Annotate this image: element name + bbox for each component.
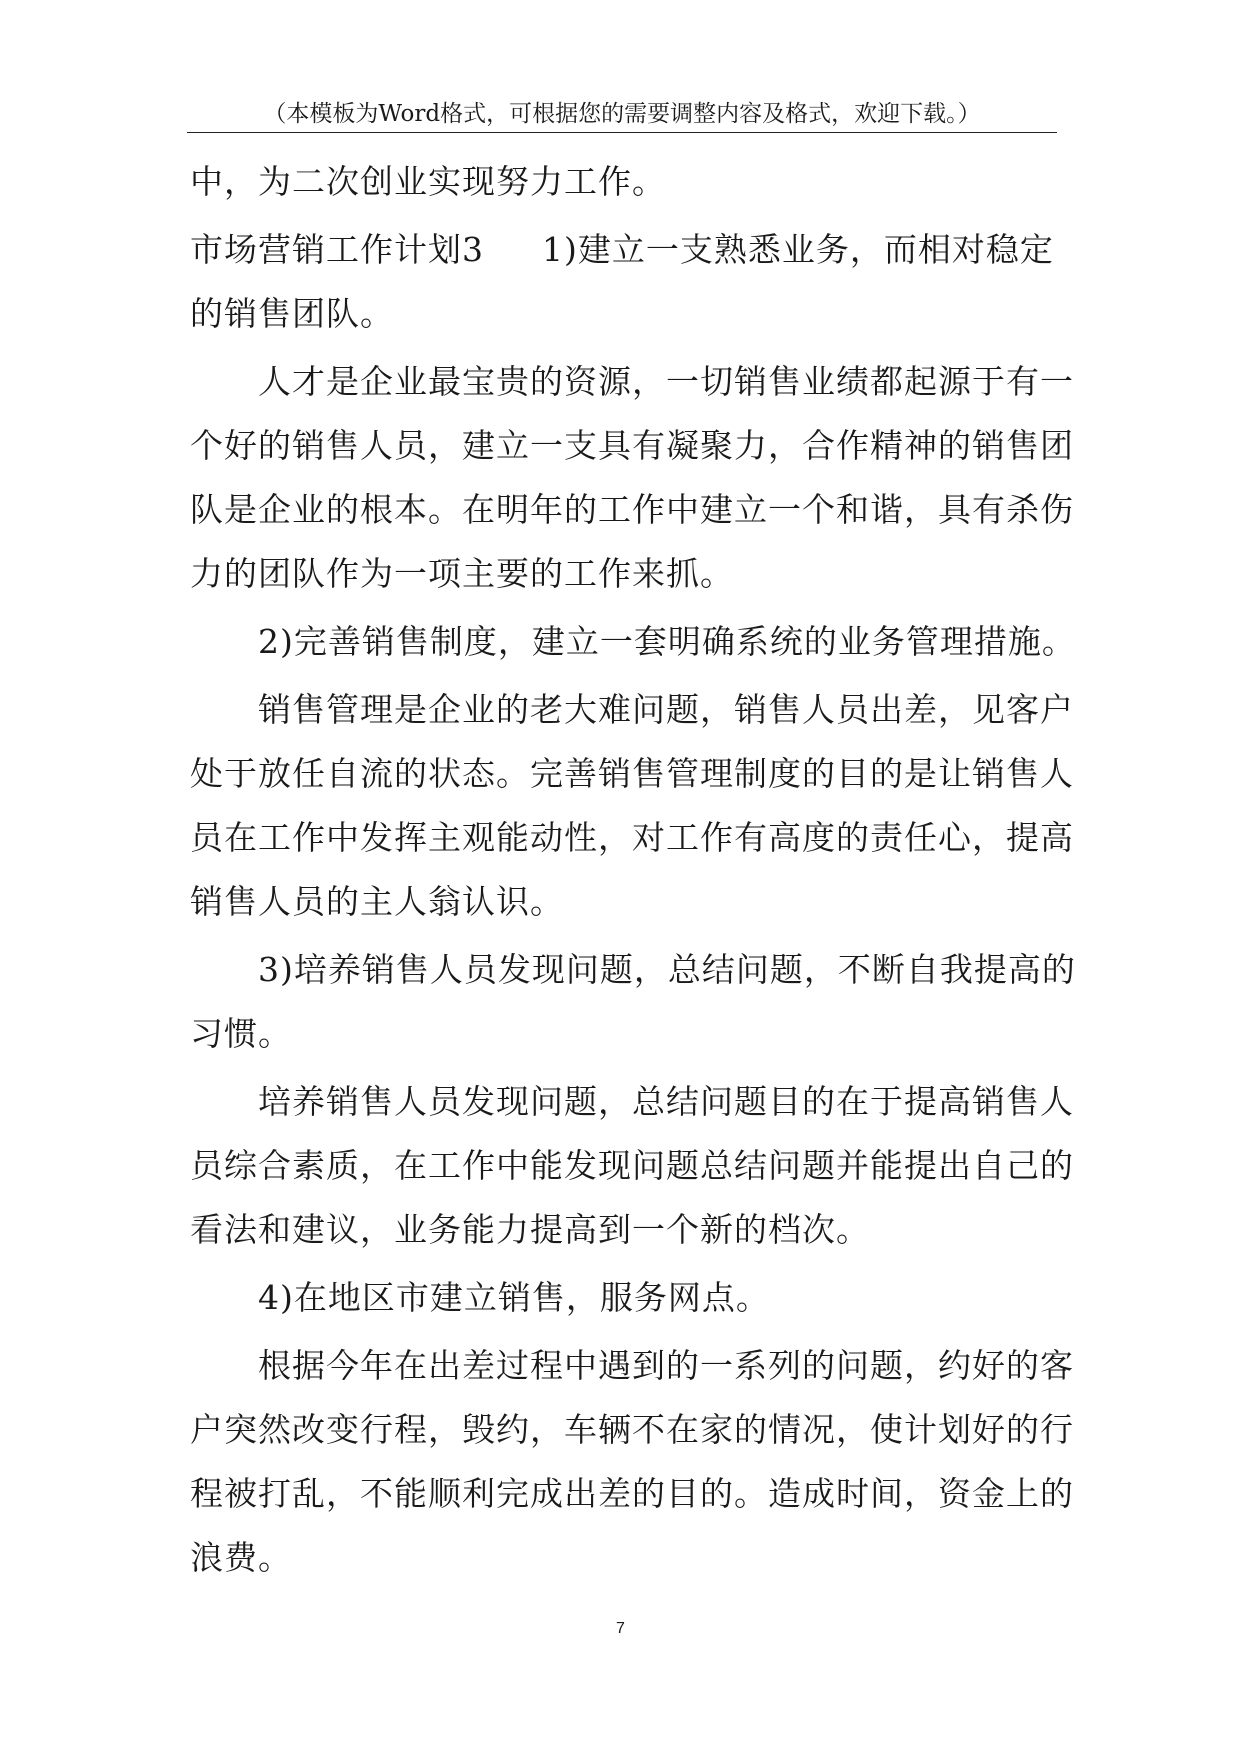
- body-line: 习惯。: [190, 1014, 292, 1053]
- body-line: 程被打乱，不能顺利完成出差的目的。造成时间，资金上的: [190, 1474, 1074, 1513]
- body-line: 根据今年在出差过程中遇到的一系列的问题，约好的客: [258, 1346, 1074, 1385]
- body-line: 力的团队作为一项主要的工作来抓。: [190, 554, 734, 593]
- body-line: 4)在地区市建立销售，服务网点。: [258, 1278, 770, 1317]
- body-line: 浪费。: [190, 1538, 292, 1577]
- body-line: 培养销售人员发现问题，总结问题目的在于提高销售人: [258, 1082, 1074, 1121]
- body-line: 3)培养销售人员发现问题，总结问题，不断自我提高的: [258, 950, 1076, 989]
- body-line: [190, 230, 1054, 270]
- body-line: 中，为二次创业实现努力工作。: [190, 162, 666, 201]
- header-note: （本模板为Word格式，可根据您的需要调整内容及格式，欢迎下载。）: [263, 101, 981, 127]
- body-line: 2)完善销售制度，建立一套明确系统的业务管理措施。: [258, 622, 1076, 661]
- body-line: 销售人员的主人翁认识。: [190, 882, 564, 921]
- body-line: 处于放任自流的状态。完善销售管理制度的目的是让销售人: [190, 754, 1074, 793]
- header-divider: [187, 132, 1057, 133]
- body-line: 看法和建议，业务能力提高到一个新的档次。: [190, 1210, 870, 1249]
- body-line: 员综合素质，在工作中能发现问题总结问题并能提出自己的: [190, 1146, 1074, 1185]
- body-line: 销售管理是企业的老大难问题，销售人员出差，见客户: [258, 690, 1074, 729]
- body-line: 的销售团队。: [190, 294, 394, 333]
- body-line: 人才是企业最宝贵的资源，一切销售业绩都起源于有一: [258, 362, 1074, 401]
- body-line: 个好的销售人员，建立一支具有凝聚力，合作精神的销售团: [190, 426, 1074, 465]
- page-number: 7: [616, 1620, 625, 1637]
- body-line: 户突然改变行程，毁约，车辆不在家的情况，使计划好的行: [190, 1410, 1074, 1449]
- body-line-segment: 1)建立一支熟悉业务，而相对稳定: [542, 230, 1054, 269]
- section-title: 市场营销工作计划3: [190, 230, 484, 269]
- body-line: 队是企业的根本。在明年的工作中建立一个和谐，具有杀伤: [190, 490, 1074, 529]
- body-line: 员在工作中发挥主观能动性，对工作有高度的责任心，提高: [190, 818, 1074, 857]
